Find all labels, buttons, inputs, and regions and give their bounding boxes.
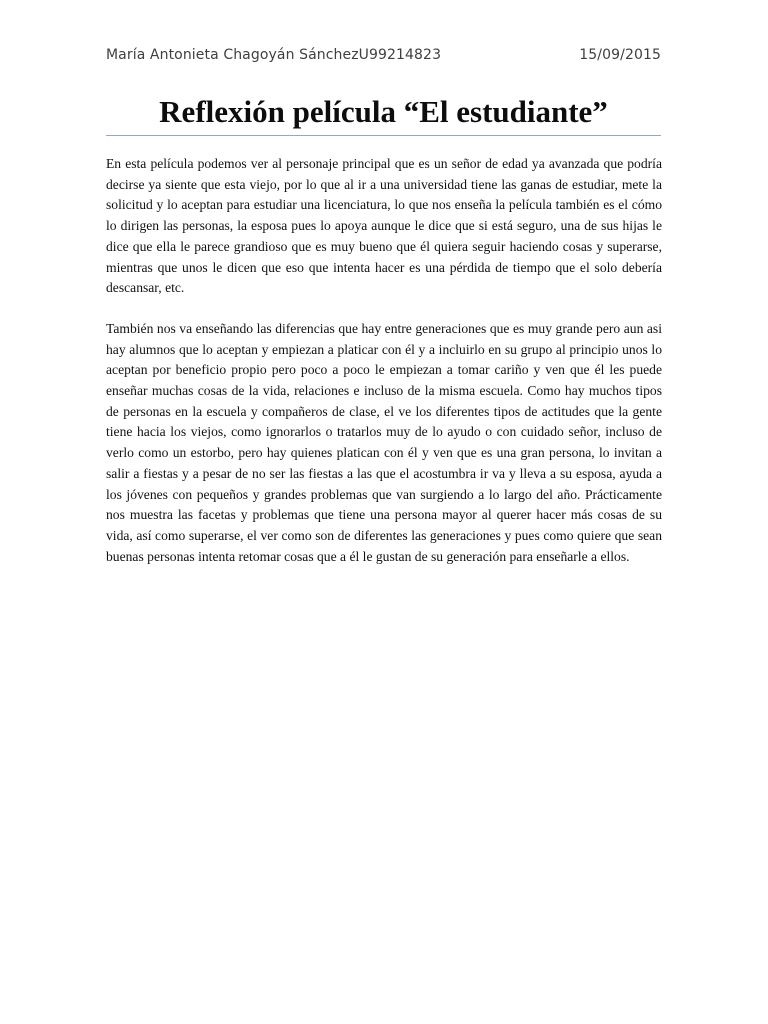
document-body xyxy=(106,154,662,567)
header-date: 15/09/2015 xyxy=(579,47,661,63)
header-author: María Antonieta Chagoyán SánchezU99214823 xyxy=(106,47,442,63)
paragraph-1: En esta película podemos ver al personaje principal que es un señor de edad ya avanzada que podría decirse ya siente que esta viejo, por lo que al ir a una universidad tiene las ganas de estudiar, mete la solicitud y lo aceptan para estudiar una licenciatura, lo que nos enseña la película también es el cómo lo dirigen las personas, la esposa pues lo apoya aunque le dice que si está seguro, una de sus hijas le dice que ella le parece grandioso que es muy bueno que él quiera seguir haciendo cosas y superarse, mientras que unos le dicen que eso que intenta hacer es una pérdida de tiempo que el solo debería descansar, etc. xyxy=(106,156,662,296)
paragraph-2: También nos va enseñando las diferencias que hay entre generaciones que es muy grande pero aun asi hay alumnos que lo aceptan y empiezan a platicar con él y a incluirlo en su grupo al principio unos lo aceptan por beneficio propio pero poco a poco le empiezan a tomar cariño y ven que él les puede enseñar muchas cosas de la vida, relaciones e incluso de la misma escuela. Como hay muchos tipos de personas en la escuela y compañeros de clase, el ve los diferentes tipos de actitudes que la gente tiene hacia los viejos, como ignorarlos o tratarlos muy de lo ayudo o con cuidado señor, incluso de verlo como un estorbo, pero hay quienes platican con él y ven que es una gran persona, lo invitan a salir a fiestas y a pesar de no ser las fiestas a las que el acostumbra ir va y lleva a su esposa, ayuda a los jóvenes con pequeños y grandes problemas que van surgiendo a lo largo del año. Prácticamente nos muestra las facetas y problemas que tiene una persona mayor al querer hacer más cosas de su vida, así como superarse, el ver como son de diferentes las generaciones y pues como quiere que sean buenas personas intenta retomar cosas que a él le gustan de su generación para enseñarle a ellos. xyxy=(106,320,662,564)
page-header xyxy=(106,44,661,66)
document-title: Reflexión película “El estudiante” xyxy=(159,94,608,129)
title-underline xyxy=(106,135,661,136)
